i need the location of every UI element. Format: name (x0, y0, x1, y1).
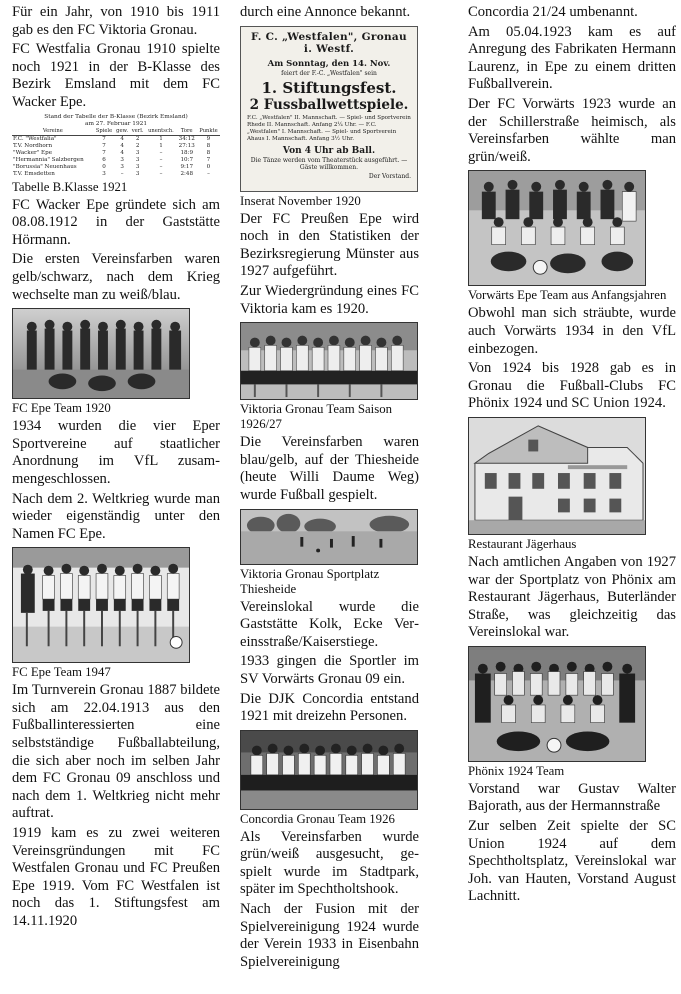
caption: Vorwärts Epe Team aus Anfangsjahren (468, 288, 667, 303)
league-table-header-cell: Punkte (197, 128, 220, 136)
league-table-row (12, 143, 220, 150)
paragraph: Zur Wiedergründung eines FC Viktoria kam es 1920. (240, 282, 419, 317)
paragraph: Die ersten Vereinsfarben waren gelb/schwarz, nach dem Krieg wechselte man zu weiß/blau. (12, 251, 220, 303)
league-table-header (12, 128, 220, 136)
league-table-cell: 2 (135, 135, 140, 142)
paragraph: Die DJK Concordia entstand 1921 mit dreizehn Personen. (240, 690, 419, 725)
league-table-cell: 3 (120, 156, 124, 163)
ad-details: F.C. „Westfalen" II. Mannschaft. — Spiel- und Sportverein Rhede II. Mannschaft. Anfang 2¼ Uhr. — F.C. „Westfalen" I. Mannschaft. — Spiel- und Sportverein Ahaus I. Mannschaft. Anfang 3½ Uhr. (247, 114, 411, 142)
caption: Restaurant Jägerhaus (468, 536, 577, 551)
league-table-cell: 3 (135, 149, 140, 156)
league-table-cell: 0 (102, 163, 106, 170)
league-table-header-cell: verl. (131, 127, 144, 134)
league-table-header-cell: Vereine (12, 128, 94, 136)
league-table-cell: 1 (159, 135, 163, 142)
ad-headline: 1. Stiftungsfest. (261, 78, 397, 97)
league-table-cell: – (120, 170, 124, 177)
league-table-cell: 9:17 (180, 163, 194, 170)
league-table-cell: 2 (135, 142, 140, 149)
paragraph: Vorstand war Gustav Walter Bajorath, aus der Hermannstraße (468, 780, 676, 815)
ad-title: F. C. „Westfalen", Gronau i. Westf. (251, 30, 407, 55)
caption: Inserat November 1920 (240, 193, 361, 208)
league-table-cell: 18:9 (180, 149, 194, 156)
paragraph: 1933 gingen die Sportler im SV Vorwärts Gronau 09 ein. (240, 653, 419, 687)
paragraph: Vereinslokal wurde die Gaststätte Kolk, Ecke Vereinsstraße/Kaiserstiege. (240, 598, 419, 650)
paragraph: Nach der Fusion mit der Spielvereinigung 1924 wurde der Verein 1933 in Eisenbahn Spielvereinigung (240, 901, 419, 970)
league-table-cell: "Borussia" Neuenhaus (13, 163, 77, 170)
caption: Tabelle B.Klasse 1921 (12, 179, 128, 194)
paragraph: Für ein Jahr, von 1910 bis 1911 gab es den FC Viktoria Gronau. (12, 4, 220, 38)
league-table-cell: 7 (102, 149, 106, 156)
paragraph: FC Westfalia Gronau 1910 spielte noch 1921 in der B-Klasse des Bezirk Emsland mit dem FC Wacker Epe. (12, 41, 220, 110)
league-table-header-cell: unentsch. (145, 128, 176, 136)
photo-restaurant-jaegerhaus (468, 417, 646, 535)
league-table-cell: – (159, 156, 163, 163)
ad-date: Am Sonntag, den 14. Nov. (267, 58, 391, 69)
league-table-cell: 7 (206, 156, 211, 163)
league-table-cell: "Wacker" Epe (13, 149, 53, 156)
league-table-cell: T.V. Emsdetten (13, 170, 55, 177)
photo-sportplatz-thiesheide (240, 509, 418, 565)
paragraph: 1919 kam es zu zwei weiteren Vereinsgründungen mit FC Westfalen Gronau und FC Preußen Epe 1919. Vom FC Westfalen ist noch das 1. Stiftungsfest am 14.11.1920 (12, 825, 220, 929)
caption: Viktoria Gronau Team Saison 1926/27 (240, 402, 392, 432)
paragraph: Nach dem 2. Weltkrieg wurde man wieder eigenständig unter den Namen FC Epe. (12, 490, 220, 542)
league-table-cell: 3 (135, 170, 140, 177)
league-table-row (12, 135, 220, 143)
photo-concordia-gronau-1926 (240, 730, 418, 810)
league-table-cell: 8 (206, 142, 211, 149)
league-table-row (12, 150, 220, 157)
column-left (12, 4, 220, 933)
paragraph: Als Vereinsfarben wurde grün/weiß ausgesucht, gespielt wurde im Stadtpark, später im Spechtholtshook. (240, 828, 419, 898)
paragraph: Der FC Preußen Epe wird noch in den Statistiken der Bezirksregierung Münster aus 1927 aufgeführt. (240, 210, 419, 280)
photo-viktoria-gronau-1926 (240, 322, 418, 400)
league-table-cell: F.C. "Westfalia" (13, 135, 57, 142)
paragraph: Am 05.04.1923 kam es auf Anregung des Fabrikaten Hermann Laurenz, in Epe zu einem dritten Fußballverein. (468, 23, 676, 93)
ad-headline-2: 2 Fussballwettspiele. (249, 96, 409, 113)
league-table-cell: T.V. Nordhorn (13, 142, 53, 149)
league-table-header-cell: gew. (116, 127, 129, 134)
paragraph: FC Wacker Epe gründete sich am 08.08.1912 in der Gaststätte Hörmann. (12, 196, 220, 248)
photo-fc-epe-1920 (12, 308, 190, 399)
league-table-cell: 4 (120, 142, 124, 149)
league-table-date: am 27. Februar 1921 (84, 120, 148, 127)
league-table (12, 128, 220, 178)
caption: Concordia Gronau Team 1926 (240, 811, 395, 826)
paragraph: Concordia 21/24 umbenannt. (468, 4, 638, 20)
league-table-cell: 2:48 (180, 170, 194, 177)
photo-vorwaerts-epe-team (468, 170, 646, 286)
caption: Viktoria Gronau Sportplatz Thiesheide (240, 566, 380, 596)
paragraph: Der FC Vorwärts 1923 wurde an der Schillerstraße heimisch, als Vereinsfarben wählte man grün/weiß. (468, 95, 676, 165)
league-table-cell: – (207, 170, 210, 177)
league-table-cell: 3 (120, 163, 124, 170)
league-table-cell: 0 (206, 163, 211, 170)
league-table-cell: "Hermannia" Salzbergen (13, 156, 84, 163)
league-table-cell: – (159, 163, 163, 170)
caption: Phönix 1924 Team (468, 763, 565, 778)
league-table-header-cell: Tore (177, 128, 197, 136)
column-right (468, 4, 676, 908)
caption: FC Epe Team 1920 (12, 401, 111, 416)
league-table-row (12, 157, 220, 164)
paragraph: Im Turnverein Gronau 1887 bildete sich am 22.04.1913 aus den Fußballinteressierten eine selbstständige Fußballabteilung, die sich aber noch im selben Jahr dem FC Gronau 09 anschloss und nach dem 1. Weltkrieg nicht mehr auftrat. (12, 682, 220, 822)
league-table-cell: 10:7 (180, 156, 194, 163)
league-table-cell: 7 (102, 142, 106, 149)
league-table-cell: 3 (135, 163, 140, 170)
league-table-cell: 4 (120, 135, 124, 142)
league-table-title: Stand der Tabelle der B-Klasse (Bezirk Emsland) (44, 113, 188, 120)
league-table-cell: 27:13 (178, 142, 195, 149)
photo-phoenix-1924-team (468, 646, 646, 762)
caption: FC Epe Team 1947 (12, 665, 111, 680)
league-table-cell: 6 (102, 156, 106, 163)
league-table-cell: 34:12 (178, 135, 195, 142)
paragraph: Die Vereinsfarben waren blau/gelb, auf der Thiesheide (heute Willi Daume Weg) wurde Fußball gespielt. (240, 434, 419, 503)
league-table-cell: 8 (206, 149, 211, 156)
league-table-row (12, 171, 220, 178)
ad-ball: Von 4 Uhr ab Ball. (282, 145, 376, 156)
ad-signature: Der Vorstand. (368, 172, 411, 180)
photo-fc-epe-1947 (12, 547, 190, 663)
league-table-cell: 9 (206, 135, 211, 142)
league-table-cell: 7 (102, 135, 106, 142)
league-table-cell: 1 (159, 142, 163, 149)
paragraph: 1934 wurden die vier Eper Sportvereine auf staatlicher Anordnung im VfL zusammengeschlossen. (12, 418, 220, 487)
paragraph: Nach amtlichen Angaben von 1927 war der Sportplatz von Phönix am Restaurant Jägerhaus, Buterländer Straße, was gleichzeitig das Vereinslokal war. (468, 553, 676, 641)
ad-note: Die Tänze werden vom Theaterstück ausgeführt. — Gäste willkommen. (250, 156, 408, 171)
league-table-image (12, 114, 220, 178)
league-table-cell: 3 (135, 156, 140, 163)
league-table-cell: – (159, 170, 163, 177)
league-table-cell: – (159, 149, 163, 156)
ad-subline: feiert der F.-C. „Westfalen" sein (281, 69, 377, 77)
league-table-row (12, 164, 220, 171)
paragraph: durch eine Annonce bekannt. (240, 4, 411, 20)
paragraph: Zur selben Zeit spielte der SC Union 1924 auf dem Spechtholtsplatz, Vereinslokal war Joh. van Hauten, Vorstand August Lachnitt. (468, 818, 676, 905)
newspaper-ad-image (240, 26, 418, 192)
league-table-cell: 3 (102, 170, 106, 177)
paragraph: Obwohl man sich sträubte, wurde auch Vorwärts 1934 in den VfL einbezogen. (468, 305, 676, 357)
league-table-cell: 4 (120, 149, 124, 156)
paragraph: Von 1924 bis 1928 gab es in Gronau die Fußball-Clubs FC Phönix 1924 und SC Union 1924. (468, 360, 676, 412)
column-middle (240, 4, 419, 973)
league-table-header-cell: Spiele (94, 128, 115, 136)
